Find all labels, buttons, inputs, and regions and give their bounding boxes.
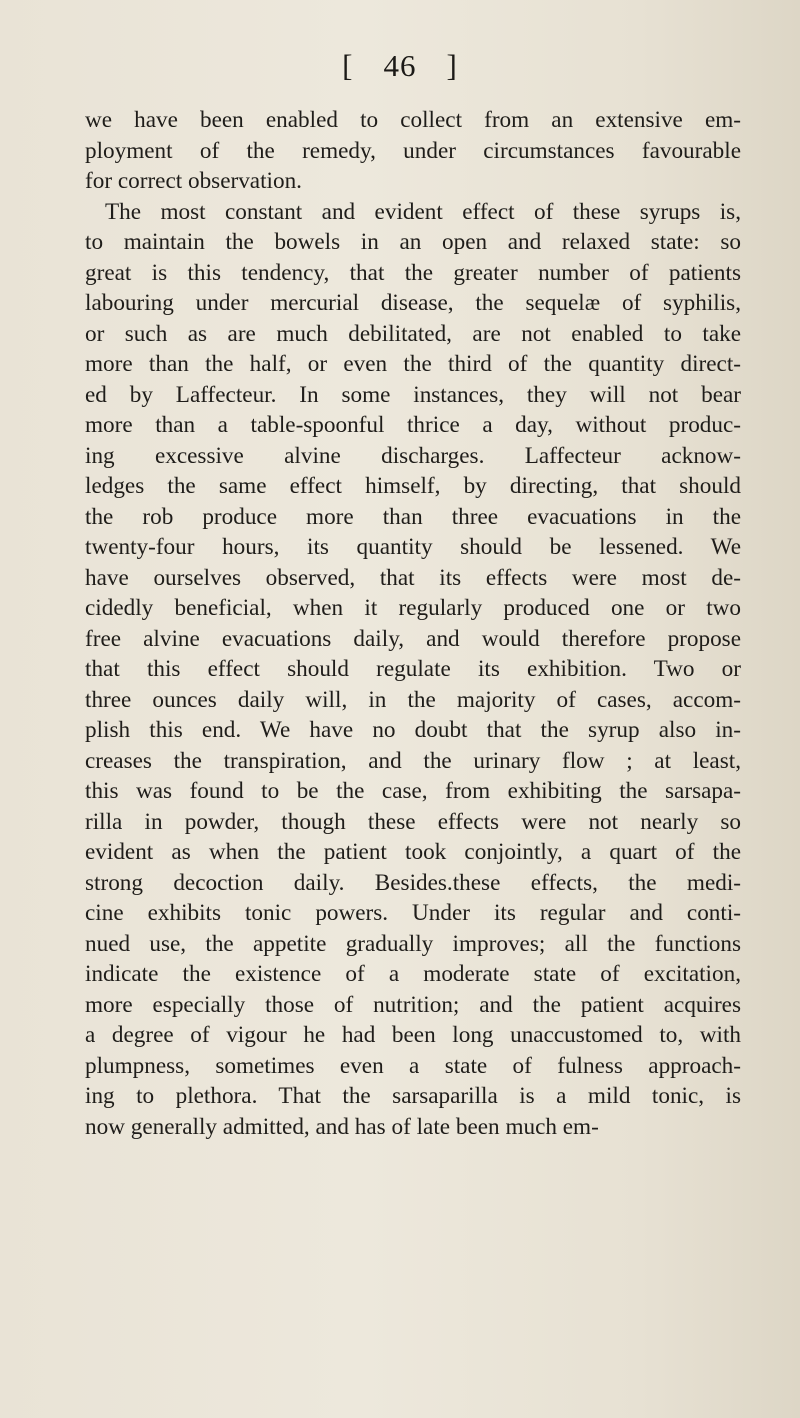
text-line: ed by Laffecteur. In some instances, they will not bear <box>85 381 741 408</box>
text-line: have ourselves observed, that its effects were most de- <box>85 564 741 591</box>
text-line: rilla in powder, though these effects were not nearly so <box>85 808 741 835</box>
text-line: free alvine evacuations daily, and would therefore propose <box>85 625 741 652</box>
text-line: labouring under mercurial disease, the sequelæ of syphilis, <box>85 290 741 316</box>
text-line: that this effect should regulate its exhibition. Two or <box>85 656 741 682</box>
text-line: three ounces daily will, in the majority of cases, accom- <box>85 686 741 713</box>
text-line: the rob produce more than three evacuations in the <box>85 503 741 530</box>
text-line: a degree of vigour he had been long unaccustomed to, with <box>85 1022 741 1048</box>
text-line: more than a table-spoonful thrice a day, without produc- <box>85 412 741 438</box>
text-line: twenty-four hours, its quantity should be lessened. We <box>85 534 741 560</box>
text-line: plumpness, sometimes even a state of fulness approach- <box>85 1052 741 1079</box>
text-line: this was found to be the case, from exhibiting the sarsapa- <box>85 778 741 804</box>
text-line: plish this end. We have no doubt that the syrup also in- <box>85 717 741 743</box>
text-line: to maintain the bowels in an open and relaxed state: so <box>85 229 741 255</box>
text-line: indicate the existence of a moderate state of excitation, <box>85 961 741 987</box>
text-line: ledges the same effect himself, by directing, that should <box>85 473 741 499</box>
text-line: ing excessive alvine discharges. Laffecteur acknow- <box>85 442 741 469</box>
page-header <box>0 48 800 84</box>
text-line: more especially those of nutrition; and the patient acquires <box>85 991 741 1018</box>
right-bracket: ] <box>446 48 458 83</box>
body-text <box>85 105 741 1142</box>
text-line: now generally admitted, and has of late been much em- <box>85 1113 599 1140</box>
text-line: ing to plethora. That the sarsaparilla is a mild tonic, is <box>85 1083 741 1109</box>
left-bracket: [ <box>342 48 354 83</box>
text-line: The most constant and evident effect of these syrups is, <box>105 198 741 225</box>
text-line: for correct observation. <box>85 168 302 194</box>
text-line: nued use, the appetite gradually improves; all the functions <box>85 930 741 957</box>
text-line: ployment of the remedy, under circumstances favourable <box>85 137 741 164</box>
text-line: strong decoction daily. Besides.these effects, the medi- <box>85 869 741 896</box>
text-line: cine exhibits tonic powers. Under its regular and conti- <box>85 900 741 926</box>
text-line: great is this tendency, that the greater number of patients <box>85 259 741 286</box>
text-line: or such as are much debilitated, are not enabled to take <box>85 320 741 347</box>
text-line: evident as when the patient took conjointly, a quart of the <box>85 839 741 865</box>
text-line: we have been enabled to collect from an extensive em- <box>85 107 741 133</box>
page-number: 46 <box>383 48 417 83</box>
text-line: creases the transpiration, and the urinary flow ; at least, <box>85 747 741 774</box>
text-line: more than the half, or even the third of the quantity direct- <box>85 351 741 377</box>
text-line: cidedly beneficial, when it regularly produced one or two <box>85 595 741 621</box>
